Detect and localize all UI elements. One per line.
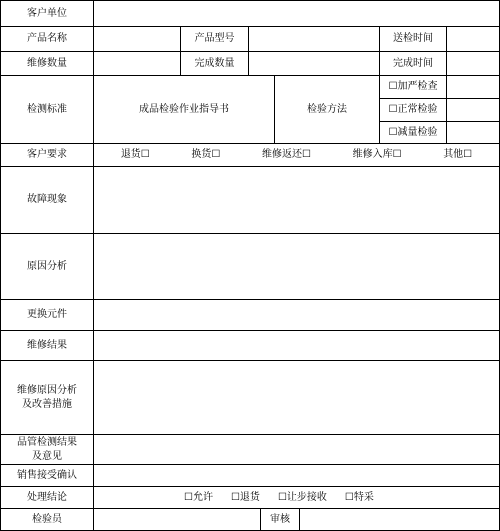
label-sales-confirm: 销售接受确认 xyxy=(0,464,94,487)
method-option-normal[interactable]: ☐正常检验 xyxy=(379,98,447,122)
label-fault: 故障现象 xyxy=(0,166,94,234)
method-extra-1[interactable] xyxy=(446,75,500,99)
improve-line-1: 维修原因分析 xyxy=(17,385,77,396)
label-inspect-std: 检测标准 xyxy=(0,75,94,144)
req-option-repair-stock[interactable]: 维修入库☐ xyxy=(352,149,402,161)
conclusion-option-return[interactable]: ☐退货 xyxy=(230,491,260,503)
req-option-other[interactable]: 其他☐ xyxy=(443,149,473,161)
improve-line-2: 及改善措施 xyxy=(22,398,72,410)
label-replace: 更换元件 xyxy=(0,299,94,331)
conclusion-option-concession[interactable]: ☐让步接收 xyxy=(277,491,327,503)
replace-field[interactable] xyxy=(93,299,500,331)
conclusion-option-special[interactable]: ☐特采 xyxy=(344,491,374,503)
fault-field[interactable] xyxy=(93,166,500,234)
method-option-reduced[interactable]: ☐减量检验 xyxy=(379,121,447,144)
label-submit-time: 送检时间 xyxy=(379,26,447,52)
qc-field[interactable] xyxy=(93,434,500,465)
review-field[interactable] xyxy=(299,508,500,531)
label-product-model: 产品型号 xyxy=(180,26,249,52)
repair-qty-field[interactable] xyxy=(93,51,181,76)
label-finish-time: 完成时间 xyxy=(379,51,447,76)
method-option-tightened[interactable]: ☐加严检查 xyxy=(379,75,447,99)
label-cause: 原因分析 xyxy=(0,233,94,300)
method-extra-3[interactable] xyxy=(446,121,500,144)
label-inspector: 检验员 xyxy=(0,508,94,531)
finish-qty-field[interactable] xyxy=(248,51,380,76)
label-customer-req: 客户要求 xyxy=(0,143,94,167)
label-customer-unit: 客户单位 xyxy=(0,0,94,27)
label-review: 审核 xyxy=(260,508,300,531)
inspector-field[interactable] xyxy=(93,508,261,531)
label-product-name: 产品名称 xyxy=(0,26,94,52)
req-option-exchange[interactable]: 换货☐ xyxy=(191,149,221,161)
method-extra-2[interactable] xyxy=(446,98,500,122)
customer-req-options xyxy=(93,143,500,167)
result-field[interactable] xyxy=(93,330,500,361)
conclusion-option-allow[interactable]: ☐允许 xyxy=(184,491,213,503)
label-conclusion: 处理结论 xyxy=(0,486,94,509)
customer-unit-field[interactable] xyxy=(93,0,500,27)
sales-confirm-field[interactable] xyxy=(93,464,500,487)
submit-time-field[interactable] xyxy=(446,26,500,52)
product-name-field[interactable] xyxy=(93,26,181,52)
req-option-return[interactable]: 退货☐ xyxy=(120,149,150,161)
improve-field[interactable] xyxy=(93,360,500,435)
req-option-repair-return[interactable]: 维修返还☐ xyxy=(262,149,311,161)
conclusion-options xyxy=(93,486,500,509)
label-finish-qty: 完成数量 xyxy=(180,51,249,76)
qc-line-1: 品管检测结果 xyxy=(17,437,77,448)
cause-field[interactable] xyxy=(93,233,500,300)
label-inspect-method: 检验方法 xyxy=(274,75,380,144)
std-doc-value: 成品检验作业指导书 xyxy=(93,75,275,144)
label-repair-qty: 维修数量 xyxy=(0,51,94,76)
label-improve xyxy=(0,360,94,435)
product-model-field[interactable] xyxy=(248,26,380,52)
label-result: 维修结果 xyxy=(0,330,94,361)
qc-line-2: 及意见 xyxy=(32,450,62,462)
finish-time-field[interactable] xyxy=(446,51,500,76)
label-qc xyxy=(0,434,94,465)
